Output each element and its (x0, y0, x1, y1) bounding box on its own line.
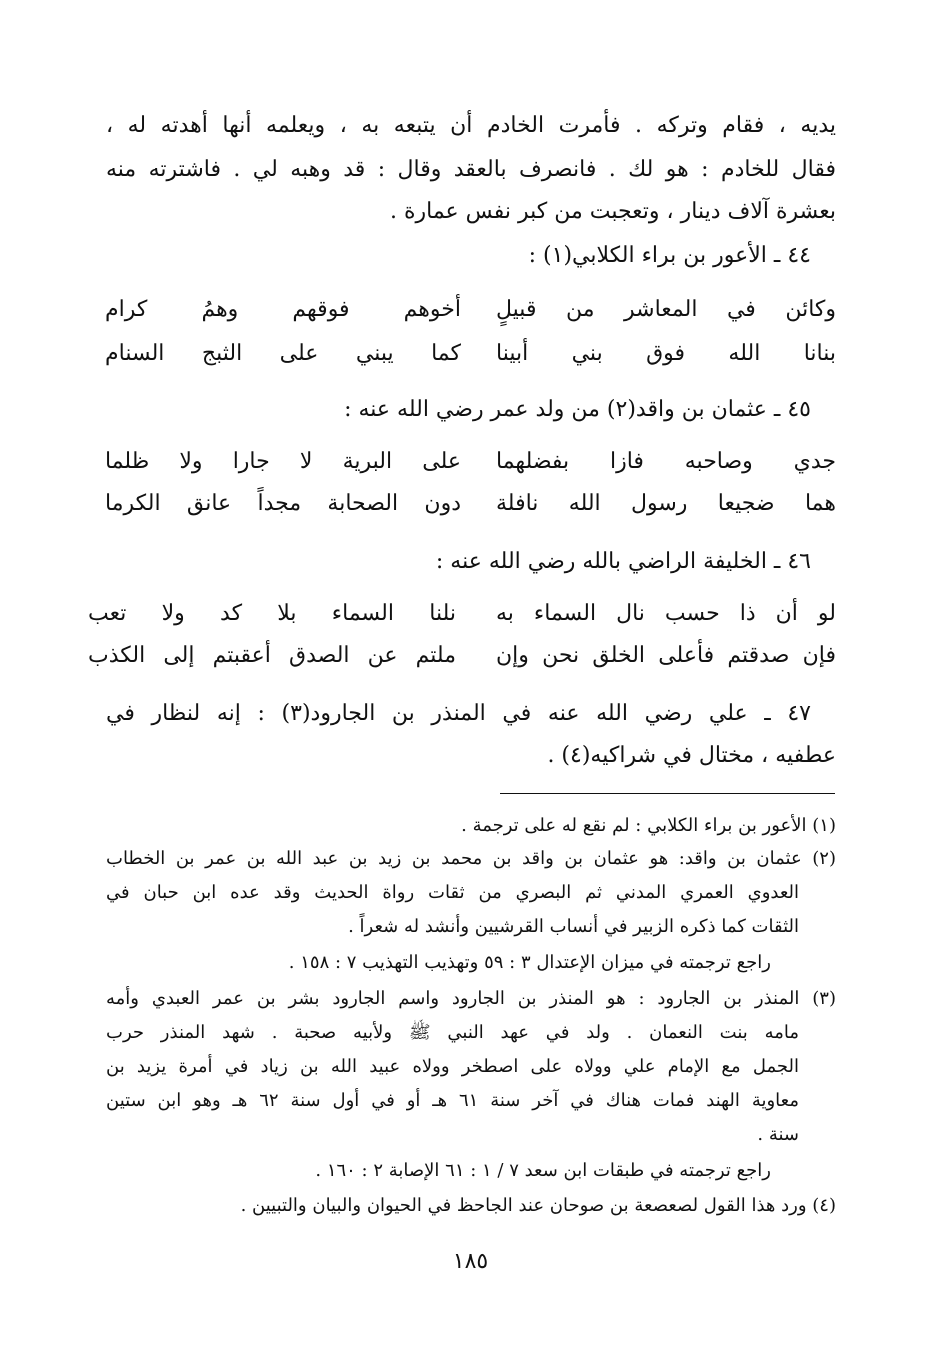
footnote-1: (١) الأعور بن براء الكلابي : لم نقع له على ترجمة . (461, 815, 836, 836)
verse-44-2-left: كما يبني على الثبج السنام (105, 341, 461, 366)
verse-44-2-right: بنانا الله فوق بني أبينا (496, 341, 836, 366)
footnote-3-line-3: الجمل مع الإمام علي وولاه على اصطخر وولاه عبيد الله بن زياد في أمرة يزيد بن (106, 1056, 799, 1077)
footnote-4: (٤) ورد هذا القول لصعصعة بن صوحان عند الجاحظ في الحيوان والبيان والتبيين . (240, 1195, 836, 1216)
paragraph-line-2: فقال للخادم : هو لك . فانصرف بالعقد وقال : قد وهبه لي . فاشترته منه (106, 157, 836, 182)
footnote-3-reference: راجع ترجمته في طبقات ابن سعد ٧ / ١ : ٦١ الإصابة ٢ : ١٦٠ . (315, 1160, 771, 1181)
entry-47-line-2: عطفيه ، مختال في شراكيه(٤) . (547, 743, 836, 768)
footnote-3-line-5: سنة . (757, 1124, 799, 1145)
verse-44-1-left: أخوهم فوقهم وهمُ كرام (105, 297, 461, 322)
verse-45-1-left: على البرية لا جارا ولا ظلما (105, 449, 461, 474)
page-number: ١٨٥ (452, 1249, 489, 1274)
footnote-2-line-2: العدوي العمري المدني ثم البصري من ثقات رواة الحديث وقد عده ابن حبان في (106, 882, 799, 903)
verse-46-1-right: لو أن ذا حسب نال السماء به (496, 601, 836, 626)
footnote-3-line-2: مامه بنت النعمان . ولد في عهد النبي ﷺ ولأبيه صحبة . شهد المنذر حرب (106, 1022, 799, 1043)
entry-46-heading: ٤٦ ـ الخليفة الراضي بالله رضي الله عنه : (435, 549, 811, 574)
footnote-3-line-4: معاوية الهند فمات هناك في آخر سنة ٦١ هـ أو في أول سنة ٦٢ هـ وهو ابن ستين (106, 1090, 799, 1111)
verse-46-2-right: فإن صدقتم فأعلى الخلق نحن وإن (496, 643, 836, 668)
footnote-2-line-1: (٢) عثمان بن واقد: هو عثمان بن واقد بن محمد بن زيد بن عبد الله بن عمر بن الخطاب (106, 848, 836, 869)
verse-45-1-right: جدي وصاحبه فازا بفضلهما (496, 449, 836, 474)
footnote-2-reference: راجع ترجمته في ميزان الإعتدال ٣ : ٥٩ وتهذيب التهذيب ٧ : ١٥٨ . (288, 952, 771, 973)
verse-46-2-left: ملتم عن الصدق أعقبتم إلى الكذب (88, 643, 456, 668)
verse-46-1-left: نلنا السماء بلا كد ولا تعب (88, 601, 456, 626)
entry-45-heading: ٤٥ ـ عثمان بن واقد(٢) من ولد عمر رضي الله عنه : (344, 397, 811, 422)
verse-44-1-right: وكائن في المعاشر من قبيلٍ (496, 297, 836, 322)
paragraph-line-3: بعشرة آلاف دينار ، وتعجبت من كبر نفس عمارة . (390, 199, 836, 224)
verse-45-2-right: هما ضجيعا رسول الله نافلة (496, 491, 836, 516)
verse-45-2-left: دون الصحابة مجداً عانق الكرما (105, 491, 461, 516)
entry-47-line-1: ٤٧ ـ علي رضي الله عنه في المنذر بن الجارود(٣) : إنه لنظار في (106, 701, 811, 726)
paragraph-line-1: يديه ، فقام وتركه . فأمرت الخادم أن يتبعه به ، ويعلمه أنها أهدته له ، (106, 113, 836, 138)
footnote-2-line-3: الثقات كما ذكره الزبير في أنساب القرشيين وأنشد له شعراً . (348, 916, 799, 937)
footnote-3-line-1: (٣) المنذر بن الجارود : هو المنذر بن الجارود واسم الجارود بشر بن عمر العبدي وأمه (106, 988, 836, 1009)
entry-44-heading: ٤٤ ـ الأعور بن براء الكلابي(١) : (528, 243, 811, 268)
footnote-separator (500, 793, 835, 794)
